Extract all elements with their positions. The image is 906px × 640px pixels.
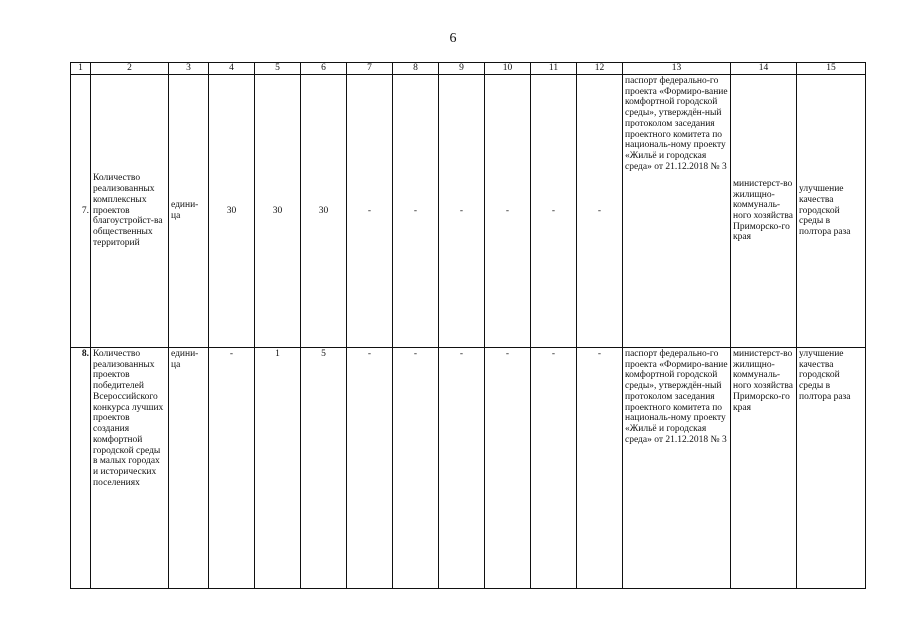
- row-number: 8.: [71, 348, 91, 589]
- value-cell: 30: [255, 75, 301, 348]
- page-number: 6: [449, 31, 457, 46]
- value-cell: -: [209, 348, 255, 589]
- expected-result: улучшение качества городской среды в полтора раза: [797, 348, 866, 589]
- column-number: 2: [91, 63, 169, 75]
- indicator-name: Количество реализованных проектов победителей Всероссийского конкурса лучших проектов создания комфортной городской среды в малых городах и исторических поселениях: [91, 348, 169, 589]
- unit-cell: едини-ца: [169, 348, 209, 589]
- column-number: 5: [255, 63, 301, 75]
- column-number: 7: [347, 63, 393, 75]
- value-cell: 30: [209, 75, 255, 348]
- value-cell: -: [393, 348, 439, 589]
- value-cell: -: [347, 75, 393, 348]
- value-cell: -: [577, 348, 623, 589]
- column-number: 8: [393, 63, 439, 75]
- indicators-table: [70, 62, 866, 589]
- value-cell: 30: [301, 75, 347, 348]
- column-number: 4: [209, 63, 255, 75]
- column-number: 12: [577, 63, 623, 75]
- table-row: [71, 75, 866, 348]
- column-number: 15: [797, 63, 866, 75]
- source-document: паспорт федерально-го проекта «Формиро-вание комфортной городской среды», утверждён-ный протоколом заседания проектного комитета по националь-ному проекту «Жильё и городская среда» от 21.12.2018 № 3: [623, 75, 731, 348]
- value-cell: 1: [255, 348, 301, 589]
- value-cell: -: [347, 348, 393, 589]
- header-row: [71, 63, 866, 75]
- column-number: 9: [439, 63, 485, 75]
- value-cell: -: [577, 75, 623, 348]
- value-cell: -: [439, 75, 485, 348]
- table-row: [71, 348, 866, 589]
- column-number: 11: [531, 63, 577, 75]
- column-number: 14: [731, 63, 797, 75]
- value-cell: -: [485, 75, 531, 348]
- value-cell: -: [439, 348, 485, 589]
- source-document: паспорт федерально-го проекта «Формиро-вание комфортной городской среды», утверждён-ный протоколом заседания проектного комитета по националь-ному проекту «Жильё и городская среда» от 21.12.2018 № 3: [623, 348, 731, 589]
- indicator-name: Количество реализованных комплексных проектов благоустройст-ва общественных территорий: [91, 75, 169, 348]
- value-cell: 5: [301, 348, 347, 589]
- row-number: 7.: [71, 75, 91, 348]
- column-number: 10: [485, 63, 531, 75]
- column-number: 6: [301, 63, 347, 75]
- value-cell: -: [485, 348, 531, 589]
- expected-result: улучшение качества городской среды в полтора раза: [797, 75, 866, 348]
- value-cell: -: [393, 75, 439, 348]
- value-cell: -: [531, 348, 577, 589]
- column-number: 3: [169, 63, 209, 75]
- responsible-body: министерст-во жилищно-коммуналь-ного хозяйства Приморско-го края: [731, 75, 797, 348]
- column-number: 1: [71, 63, 91, 75]
- unit-cell: едини-ца: [169, 75, 209, 348]
- value-cell: -: [531, 75, 577, 348]
- responsible-body: министерст-во жилищно-коммуналь-ного хозяйства Приморско-го края: [731, 348, 797, 589]
- column-number: 13: [623, 63, 731, 75]
